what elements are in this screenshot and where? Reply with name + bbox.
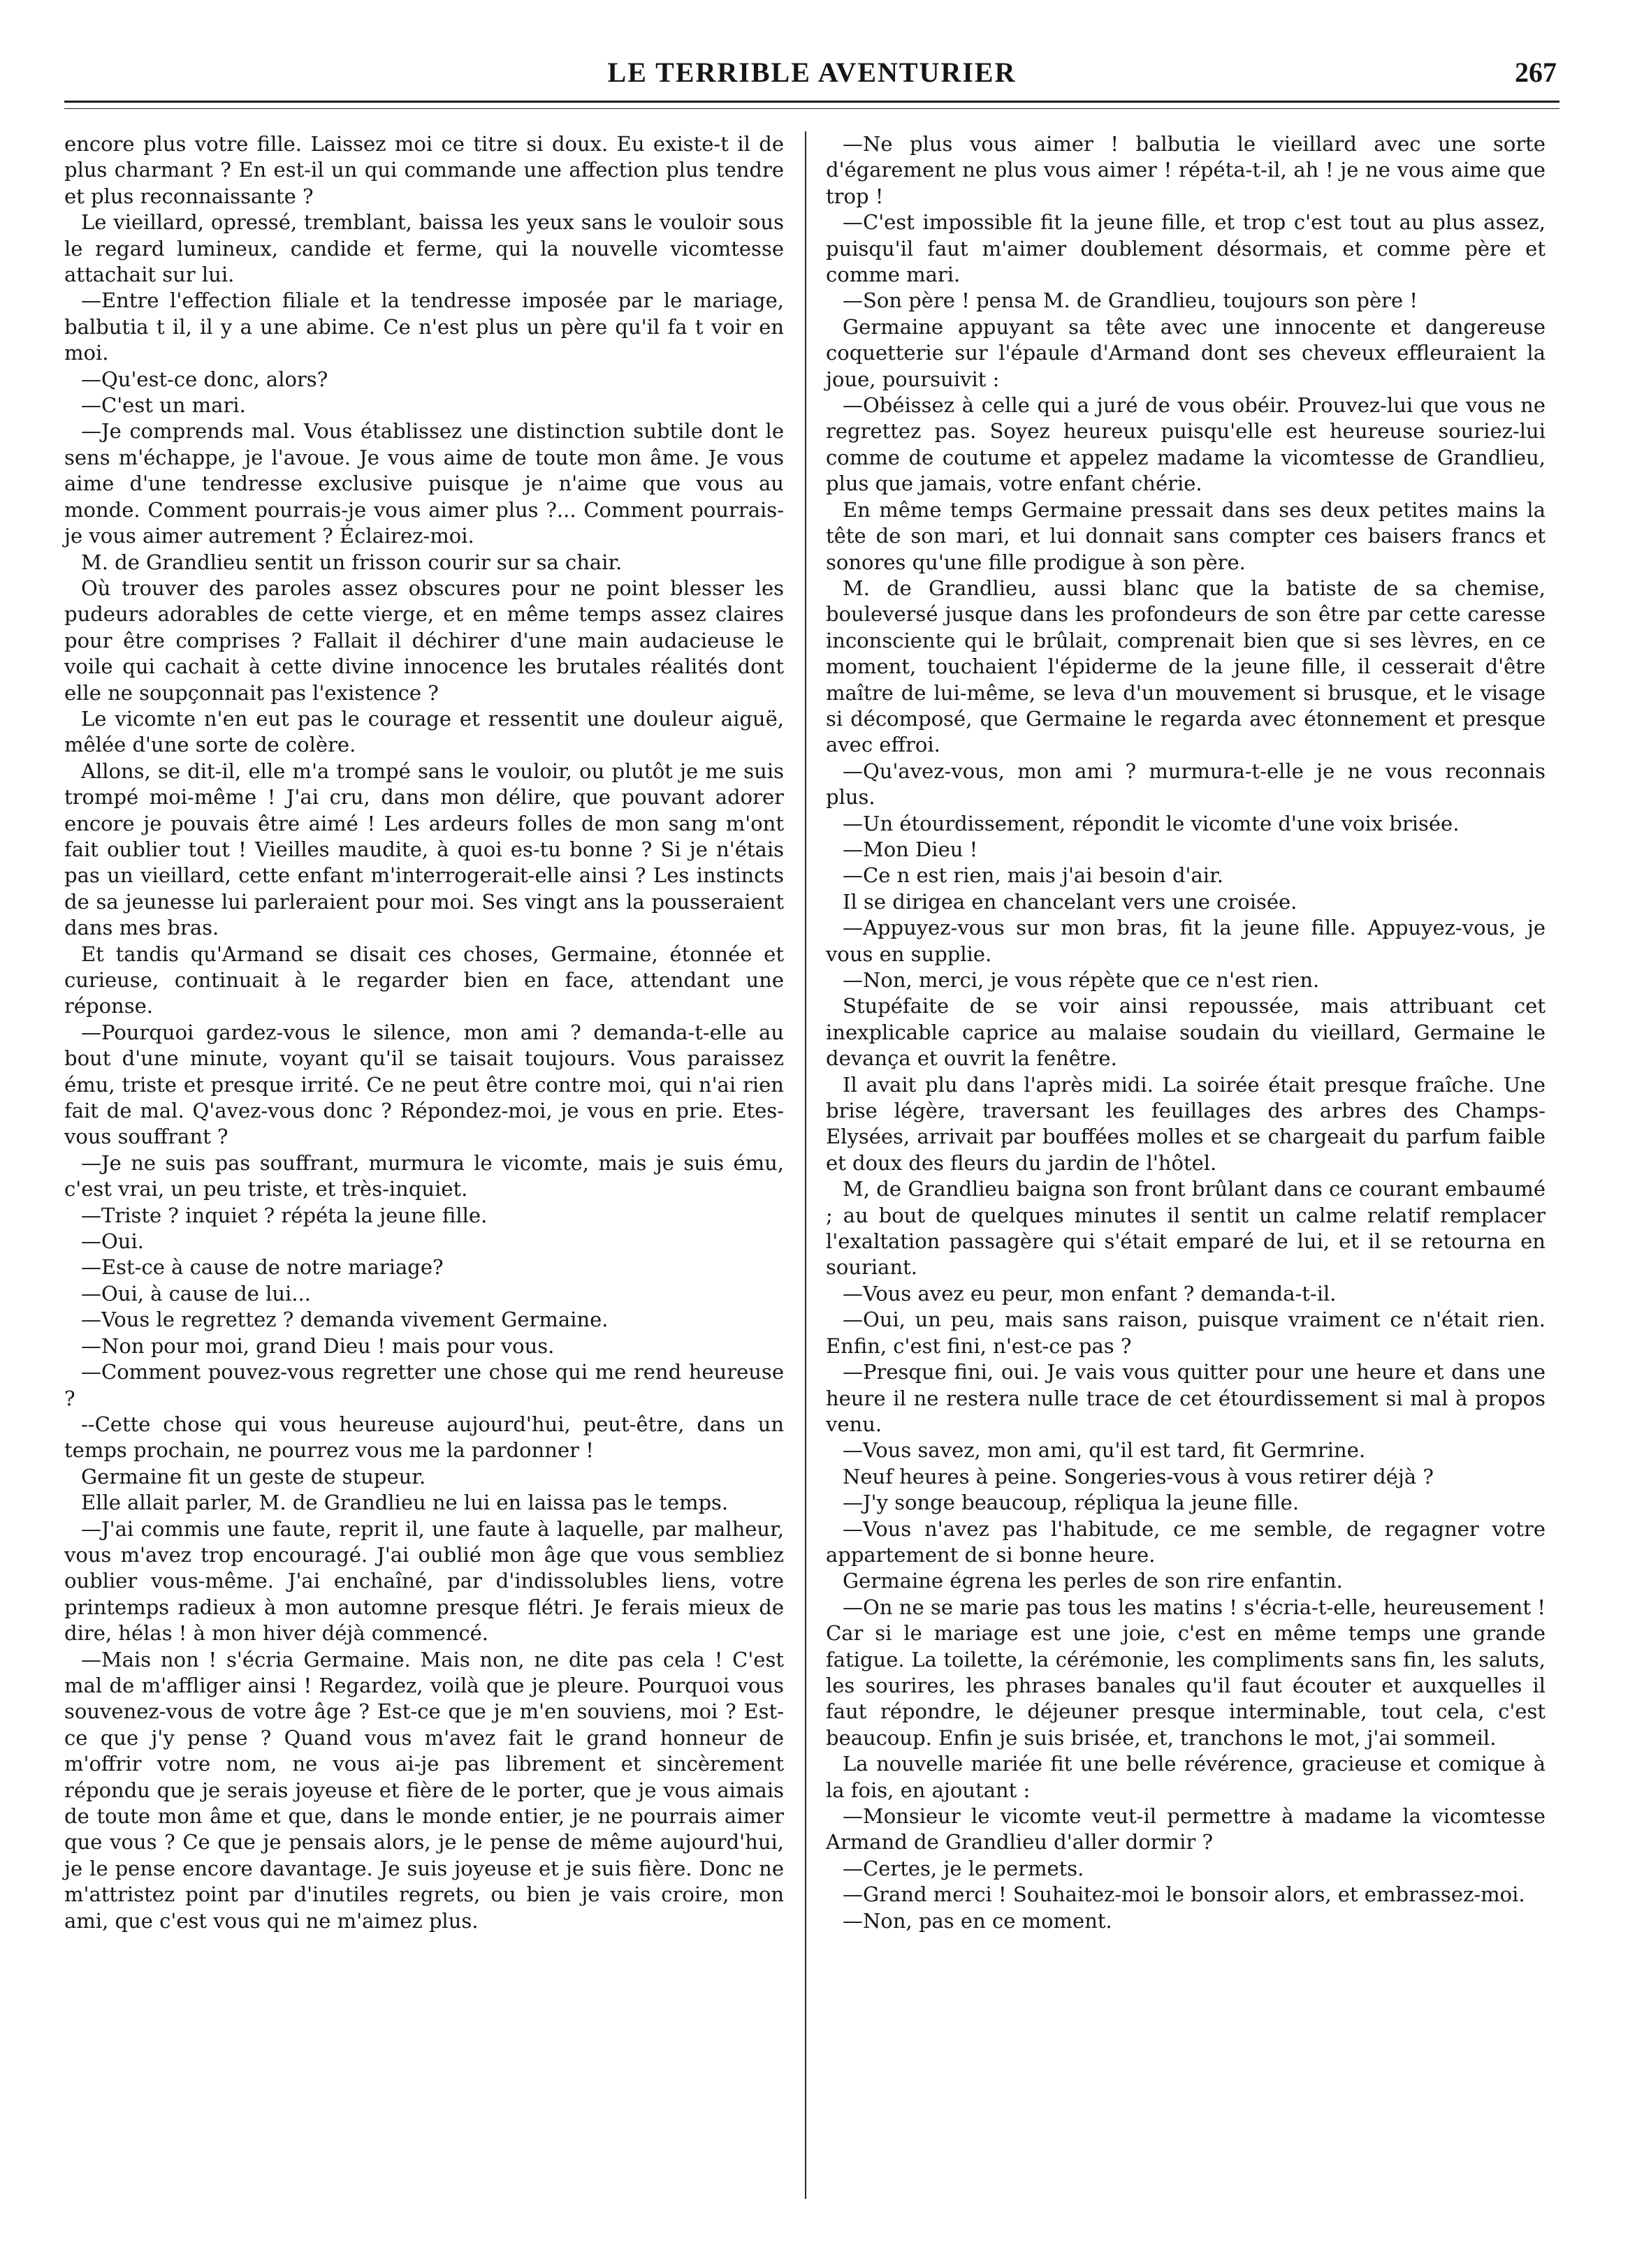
paragraph: Et tandis qu'Armand se disait ces choses, Germaine, étonnée et curieuse, continuait à le regarder bien en face, attendant une réponse.	[64, 942, 784, 1018]
left-column	[64, 131, 784, 1934]
paragraph: Il se dirigea en chancelant vers une croisée.	[843, 889, 1297, 914]
paragraph: La nouvelle mariée fit une belle révérence, gracieuse et comique à la fois, en ajoutant :	[826, 1752, 1545, 1802]
paragraph: —Obéissez à celle qui a juré de vous obéir. Prouvez-lui que vous ne regrettez pas. Soyez heureux puisqu'elle est heureuse souriez-lui comme de coutume et appelez madame la vicomtesse de Grandlieu, plus que jamais, votre enfant chérie.	[826, 393, 1545, 496]
paragraph: —Mon Dieu !	[843, 837, 978, 861]
paragraph: Germaine fit un geste de stupeur.	[81, 1464, 426, 1488]
paragraph: —Non, merci, je vous répète que ce n'est rien.	[843, 968, 1320, 992]
paragraph: —Ce n est rien, mais j'ai besoin d'air.	[843, 863, 1223, 888]
paragraph: —On ne se marie pas tous les matins ! s'écria-t-elle, heureusement ! Car si le mariage est une joie, c'est en même temps une grande fatigue. La toilette, la cérémonie, les compliments sans fin, les saluts, les sourires, les phrases banales qu'il faut écouter et auxquelles il faut répondre, le déjeuner presque interminable, tout cela, c'est beaucoup. Enfin je suis brisée, et, tranchons le mot, j'ai sommeil.	[826, 1595, 1545, 1750]
paragraph: —Triste ? inquiet ? répéta la jeune fille.	[81, 1203, 488, 1227]
paragraph: —Vous le regrettez ? demanda vivement Germaine.	[81, 1308, 609, 1332]
paragraph: —Monsieur le vicomte veut-il permettre à madame la vicomtesse Armand de Grandlieu d'aller dormir ?	[826, 1804, 1545, 1854]
paragraph: —Oui, un peu, mais sans raison, puisque vraiment ce n'était rien. Enfin, c'est fini, n'est-ce pas ?	[826, 1308, 1545, 1358]
paragraph: —Entre l'effection filiale et la tendresse imposée par le mariage, balbutia t il, il y a une abime. Ce n'est plus un père qu'il fa t voir en moi.	[64, 288, 784, 365]
paragraph: Germaine égrena les perles de son rire enfantin.	[843, 1569, 1343, 1593]
paragraph: —Pourquoi gardez-vous le silence, mon ami ? demanda-t-elle au bout d'une minute, voyant qu'il se taisait toujours. Vous paraissez ému, triste et presque irrité. Ce ne peut être contre moi, qui n'ai rien fait de mal. Q'avez-vous donc ? Répondez-moi, je vous en prie. Etes-vous souffrant ?	[64, 1020, 784, 1149]
paragraph: —C'est impossible fit la jeune fille, et trop c'est tout au plus assez, puisqu'il faut m'aimer doublement désormais, et comme père et comme mari.	[826, 210, 1545, 287]
paragraph: —Oui.	[81, 1229, 144, 1254]
paragraph: Stupéfaite de se voir ainsi repoussée, mais attribuant cet inexplicable caprice au malaise soudain du vieillard, Germaine le devança et ouvrit la fenêtre.	[826, 994, 1545, 1071]
paragraph: —J'ai commis une faute, reprit il, une faute à laquelle, par malheur, vous m'avez trop encouragé. J'ai oublié mon âge que vous sembliez oublier vous-même. J'ai enchaîné, par d'indissolubles liens, votre printemps radieux à mon automne presque flétri. Je ferais mieux de dire, hélas ! à mon hiver déjà commencé.	[64, 1516, 784, 1646]
paragraph: —Son père ! pensa M. de Grandlieu, toujours son père !	[843, 288, 1418, 313]
paragraph: —C'est un mari.	[81, 393, 246, 418]
page-number: 267	[1515, 57, 1557, 88]
paragraph: —Non pour moi, grand Dieu ! mais pour vous.	[81, 1333, 555, 1358]
paragraph: —Presque fini, oui. Je vais vous quitter pour une heure et dans une heure il ne restera nulle trace de cet étourdissement si mal à propos venu.	[826, 1360, 1545, 1436]
paragraph: —Vous avez eu peur, mon enfant ? demanda-t-il.	[843, 1281, 1337, 1305]
paragraph: Neuf heures à peine. Songeries-vous à vous retirer déjà ?	[843, 1464, 1434, 1488]
paragraph: En même temps Germaine pressait dans ses deux petites mains la tête de son mari, et lui donnait sans compter ces baisers francs et sonores qu'une fille prodigue à son père.	[826, 497, 1545, 574]
paragraph: Elle allait parler, M. de Grandlieu ne lui en laissa pas le temps.	[81, 1491, 729, 1515]
paragraph: —Vous savez, mon ami, qu'il est tard, fit Germrine.	[843, 1438, 1366, 1463]
paragraph: —Mais non ! s'écria Germaine. Mais non, ne dite pas cela ! C'est mal de m'affliger ainsi ! Regardez, voilà que je pleure. Pourquoi vous souvenez-vous de votre âge ? Est-ce que je m'en souviens, moi ? Est-ce que j'y pense ? Quand vous m'avez fait le grand honneur de m'offrir votre nom, ne vous ai-je pas librement et sincèrement répondu que je serais joyeuse et fière de le porter, que je vous aimais de toute mon âme et que, dans le monde entier, je ne pourrais aimer que vous ? Ce que je pensais alors, je le pense de même aujourd'hui, je le pense encore davantage. Je suis joyeuse et je suis fière. Donc ne m'attristez point par d'inutiles regrets, ou bien je vais croire, mon ami, que c'est vous qui ne m'aimez plus.	[64, 1647, 784, 1933]
paragraph: Le vieillard, opressé, tremblant, baissa les yeux sans le vouloir sous le regard lumineux, candide et ferme, qui la nouvelle vicomtesse attachait sur lui.	[64, 210, 784, 287]
paragraph: —Vous n'avez pas l'habitude, ce me semble, de regagner votre appartement de si bonne heure.	[826, 1516, 1545, 1567]
running-header	[64, 56, 1559, 105]
paragraph: Germaine appuyant sa tête avec une innocente et dangereuse coquetterie sur l'épaule d'Armand dont ses cheveux effleuraient la joue, poursuivit :	[826, 314, 1545, 391]
paragraph: M. de Grandlieu sentit un frisson courir sur sa chair.	[81, 550, 623, 574]
newspaper-page	[64, 56, 1559, 2228]
paragraph: —Certes, je le permets.	[843, 1856, 1084, 1880]
paragraph: —Non, pas en ce moment.	[843, 1908, 1112, 1933]
paragraph: M. de Grandlieu, aussi blanc que la batiste de sa chemise, bouleversé jusque dans les profondeurs de son être par cette caresse inconsciente qui le brûlait, comprenait bien que si ses lèvres, en ce moment, touchaient l'épiderme de la jeune fille, il cesserait d'être maître de lui-même, se leva d'un mouvement si brusque, et le visage si décomposé, que Germaine le regarda avec étonnement et presque avec effroi.	[826, 576, 1545, 757]
paragraph: M, de Grandlieu baigna son front brûlant dans ce courant embaumé ; au bout de quelques minutes il sentit un calme relatif remplacer l'exaltation passagère qui s'était emparé de lui, et il se retourna en souriant.	[826, 1177, 1545, 1280]
paragraph: Allons, se dit-il, elle m'a trompé sans le vouloir, ou plutôt je me suis trompé moi-même ! J'ai cru, dans mon délire, que pouvant adorer encore je pouvais être aimé ! Les ardeurs folles de mon sang m'ont fait oublier tout ! Vieilles maudite, à quoi es-tu bonne ? Si je n'étais pas un vieillard, cette enfant m'interrogerait-elle ainsi ? Les instincts de sa jeunesse lui parleraient pour moi. Ses vingt ans la pousseraient dans mes bras.	[64, 759, 784, 940]
paragraph: —Je comprends mal. Vous établissez une distinction subtile dont le sens m'échappe, je l'avoue. Je vous aime de toute mon âme. Je vous aime d'une tendresse exclusive puisque je n'aime que vous au monde. Comment pourrais-je vous aimer plus ?... Comment pourrais-je vous aimer autrement ? Éclairez-moi.	[64, 419, 784, 548]
column-divider	[805, 131, 806, 2199]
paragraph: —J'y songe beaucoup, répliqua la jeune fille.	[843, 1491, 1300, 1515]
paragraph: —Oui, à cause de lui...	[81, 1281, 311, 1305]
paragraph: Où trouver des paroles assez obscures pour ne point blesser les pudeurs adorables de cette vierge, et en même temps assez claires pour être comprises ? Fallait il déchirer d'une main audacieuse le voile qui cachait à cette divine innocence les brutales réalités dont elle ne soupçonnait pas l'existence ?	[64, 576, 784, 705]
paragraph: —Ne plus vous aimer ! balbutia le vieillard avec une sorte d'égarement ne plus vous aimer ! répéta-t-il, ah ! je ne vous aime que trop !	[826, 132, 1545, 208]
paragraph: Il avait plu dans l'après midi. La soirée était presque fraîche. Une brise légère, traversant les feuillages des arbres des Champs-Elysées, arrivait par bouffées molles et se chargeait du parfum faible et doux des fleurs du jardin de l'hôtel.	[826, 1072, 1545, 1175]
running-title: LE TERRIBLE AVENTURIER	[607, 57, 1017, 88]
paragraph: --Cette chose qui vous heureuse aujourd'hui, peut-être, dans un temps prochain, ne pourrez vous me la pardonner !	[64, 1412, 784, 1463]
paragraph: —Qu'est-ce donc, alors?	[81, 367, 328, 391]
paragraph: —Appuyez-vous sur mon bras, fit la jeune fille. Appuyez-vous, je vous en supplie.	[826, 916, 1545, 966]
paragraph: Le vicomte n'en eut pas le courage et ressentit une douleur aiguë, mêlée d'une sorte de colère.	[64, 706, 784, 757]
paragraph: —Comment pouvez-vous regretter une chose qui me rend heureuse ?	[64, 1360, 784, 1410]
paragraph: —Un étourdissement, répondit le vicomte d'une voix brisée.	[843, 811, 1460, 835]
paragraph: —Est-ce à cause de notre mariage?	[81, 1255, 444, 1280]
paragraph: encore plus votre fille. Laissez moi ce titre si doux. Eu existe-t il de plus charmant ? En est-il un qui commande une affection plus tendre et plus reconnaissante ?	[64, 132, 784, 208]
right-column	[826, 131, 1545, 1934]
paragraph: —Grand merci ! Souhaitez-moi le bonsoir alors, et embrassez-moi.	[843, 1882, 1525, 1907]
header-rule	[64, 101, 1559, 109]
paragraph: —Je ne suis pas souffrant, murmura le vicomte, mais je suis ému, c'est vrai, un peu triste, et très-inquiet.	[64, 1150, 784, 1201]
text-columns	[64, 131, 1559, 2228]
paragraph: —Qu'avez-vous, mon ami ? murmura-t-elle je ne vous reconnais plus.	[826, 759, 1545, 810]
